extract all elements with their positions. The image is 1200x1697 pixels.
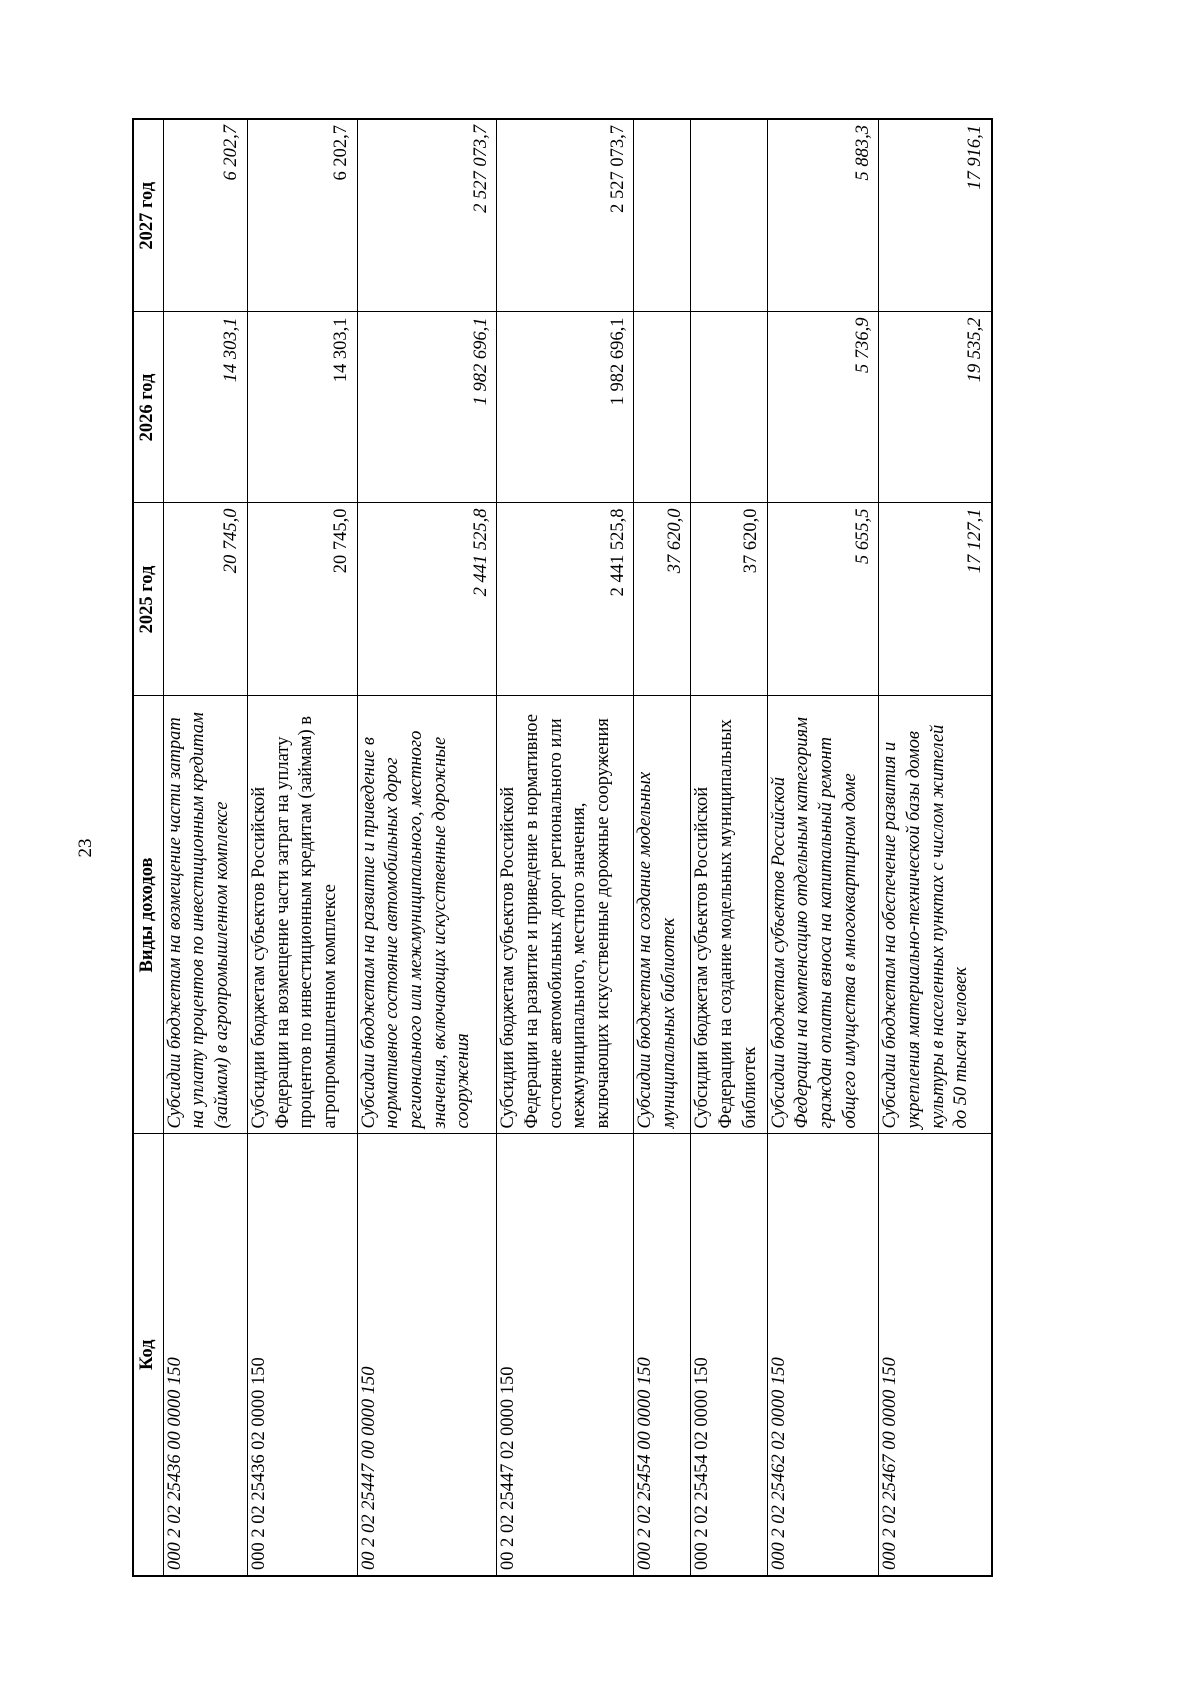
row-code: 000 2 02 25436 00 0000 150 [163,1134,247,1576]
row-2026: 19 535,2 [879,312,992,503]
row-code: 000 2 02 25436 02 0000 150 [247,1134,357,1576]
row-2026: 14 303,1 [247,312,357,503]
table-row [691,119,767,1576]
row-code: 000 2 02 25467 00 0000 150 [879,1134,992,1576]
table-row [497,119,634,1576]
table-row [634,119,691,1576]
row-code: 00 2 02 25447 02 0000 150 [497,1134,634,1576]
row-2027 [634,119,691,312]
row-2027: 2 527 073,7 [357,119,496,312]
row-2026: 14 303,1 [163,312,247,503]
row-name: Субсидии бюджетам на развитие и приведение в нормативное состояние автомобильных дорог регионального или межмуниципального, местного значения, включающих искусственные дорожные сооружения [357,696,496,1134]
row-2026 [634,312,691,503]
row-2027: 6 202,7 [163,119,247,312]
row-2027 [691,119,767,312]
row-2026 [691,312,767,503]
row-2026: 1 982 696,1 [357,312,496,503]
header-name: Виды доходов [133,696,163,1134]
row-name: Субсидии бюджетам на обеспечение развития и укрепления материально-технической базы домов культуры в населенных пунктах с числом жителей до 50 тысяч человек [879,696,992,1134]
row-name: Субсидии бюджетам субъектов Российской Федерации на развитие и приведение в нормативное состояние автомобильных дорог регионального или межмуниципального, местного значения, включающих искусственные дорожные сооружения [497,696,634,1134]
row-code: 000 2 02 25454 00 0000 150 [634,1134,691,1576]
table-row [163,119,247,1576]
revenue-table [132,118,993,1577]
row-2025: 5 655,5 [767,503,879,696]
row-name: Субсидии бюджетам на создание модельных муниципальных библиотек [634,696,691,1134]
row-2025: 20 745,0 [247,503,357,696]
row-name: Субсидии бюджетам на возмещение части затрат на уплату процентов по инвестиционным кредитам (займам) в агропромышленном комплексе [163,696,247,1134]
row-2027: 17 916,1 [879,119,992,312]
row-2025: 2 441 525,8 [497,503,634,696]
row-2026: 1 982 696,1 [497,312,634,503]
row-2027: 2 527 073,7 [497,119,634,312]
row-2025: 37 620,0 [634,503,691,696]
table-row [879,119,992,1576]
row-2025: 37 620,0 [691,503,767,696]
header-2026: 2026 год [133,312,163,503]
page-number: 23 [75,838,96,858]
row-2027: 6 202,7 [247,119,357,312]
row-2025: 20 745,0 [163,503,247,696]
row-2025: 2 441 525,8 [357,503,496,696]
row-2026: 5 736,9 [767,312,879,503]
table-row [247,119,357,1576]
header-code: Код [133,1134,163,1576]
row-name: Субсидии бюджетам субъектов Российской Федерации на создание модельных муниципальных библиотек [691,696,767,1134]
row-code: 000 2 02 25454 02 0000 150 [691,1134,767,1576]
row-code: 00 2 02 25447 00 0000 150 [357,1134,496,1576]
header-2025: 2025 год [133,503,163,696]
table-row [357,119,496,1576]
table-header-row [133,119,163,1576]
rotated-table-container [132,120,993,1577]
row-2027: 5 883,3 [767,119,879,312]
row-code: 000 2 02 25462 02 0000 150 [767,1134,879,1576]
row-name: Субсидии бюджетам субъектов Российской Федерации на компенсацию отдельным категориям граждан оплаты взноса на капитальный ремонт общего имущества в многоквартирном доме [767,696,879,1134]
table-row [767,119,879,1576]
row-name: Субсидии бюджетам субъектов Российской Федерации на возмещение части затрат на уплату процентов по инвестиционным кредитам (займам) в агропромышленном комплексе [247,696,357,1134]
row-2025: 17 127,1 [879,503,992,696]
header-2027: 2027 год [133,119,163,312]
